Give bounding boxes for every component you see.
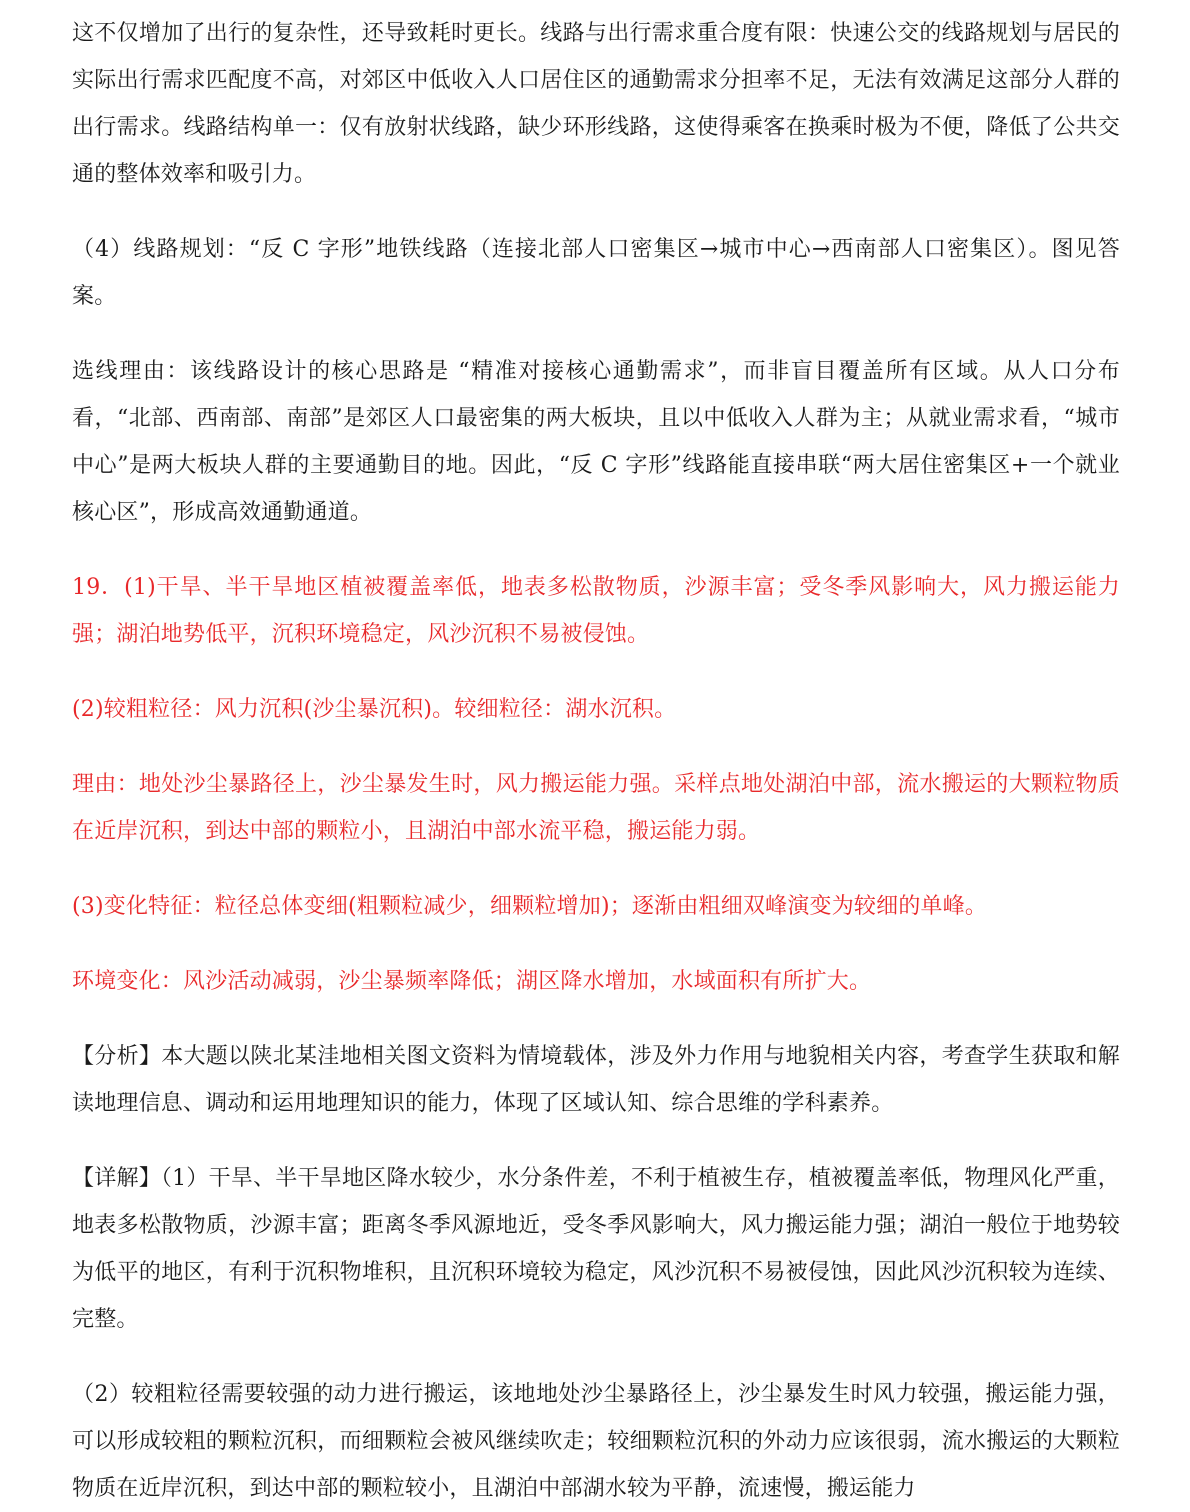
paragraph-transit-analysis: 这不仅增加了出行的复杂性，还导致耗时更长。线路与出行需求重合度有限：快速公交的线路规划与居民的实际出行需求匹配度不高，对郊区中低收入人口居住区的通勤需求分担率不足，无法有效满足这部分人群的出行需求。线路结构单一：仅有放射状线路，缺少环形线路，这使得乘客在换乘时极为不便，降低了公共交通的整体效率和吸引力。	[72, 21, 1120, 187]
answer-19-part-3-environment: 环境变化：风沙活动减弱，沙尘暴频率降低；湖区降水增加，水域面积有所扩大。	[72, 969, 872, 994]
answer-19-part-2: (2)较粗粒径：风力沉积(沙尘暴沉积)。较细粒径：湖水沉积。	[72, 697, 677, 722]
paragraph-route-reason: 选线理由：该线路设计的核心思路是 “精准对接核心通勤需求”，而非盲目覆盖所有区域。从人口分布看，“北部、西南部、南部”是郊区人口最密集的两大板块，且以中低收入人群为主；从就业需求看，“城市中心”是两大板块人群的主要通勤目的地。因此，“反 C 字形”线路能直接串联“两大居住密集区+一个就业核心区”，形成高效通勤通道。	[72, 359, 1120, 525]
analysis-section: 【分析】本大题以陕北某洼地相关图文资料为情境载体，涉及外力作用与地貌相关内容，考查学生获取和解读地理信息、调动和运用地理知识的能力，体现了区域认知、综合思维的学科素养。	[72, 1044, 1120, 1116]
paragraph-route-planning: （4）线路规划：“反 C 字形”地铁线路（连接北部人口密集区→城市中心→西南部人口密集区）。图见答案。	[72, 237, 1120, 309]
answer-19-part-2-reason: 理由：地处沙尘暴路径上，沙尘暴发生时，风力搬运能力强。采样点地处湖泊中部，流水搬运的大颗粒物质在近岸沉积，到达中部的颗粒小，且湖泊中部水流平稳，搬运能力弱。	[72, 772, 1120, 844]
detail-section-part-1: 【详解】（1）干旱、半干旱地区降水较少，水分条件差，不利于植被生存，植被覆盖率低，物理风化严重，地表多松散物质，沙源丰富；距离冬季风源地近，受冬季风影响大，风力搬运能力强；湖泊一般位于地势较为低平的地区，有利于沉积物堆积，且沉积环境较为稳定，风沙沉积不易被侵蚀，因此风沙沉积较为连续、完整。	[72, 1166, 1120, 1332]
document-page	[72, 10, 1120, 1512]
answer-19-part-1: 19．(1)干旱、半干旱地区植被覆盖率低，地表多松散物质，沙源丰富；受冬季风影响大，风力搬运能力强；湖泊地势低平，沉积环境稳定，风沙沉积不易被侵蚀。	[72, 575, 1120, 647]
answer-19-part-3: (3)变化特征：粒径总体变细(粗颗粒减少，细颗粒增加)；逐渐由粗细双峰演变为较细的单峰。	[72, 894, 988, 919]
detail-section-part-2: （2）较粗粒径需要较强的动力进行搬运，该地地处沙尘暴路径上，沙尘暴发生时风力较强，搬运能力强，可以形成较粗的颗粒沉积，而细颗粒会被风继续吹走；较细颗粒沉积的外动力应该很弱，流水搬运的大颗粒物质在近岸沉积，到达中部的颗粒较小，且湖泊中部湖水较为平静，流速慢，搬运能力	[72, 1382, 1120, 1501]
